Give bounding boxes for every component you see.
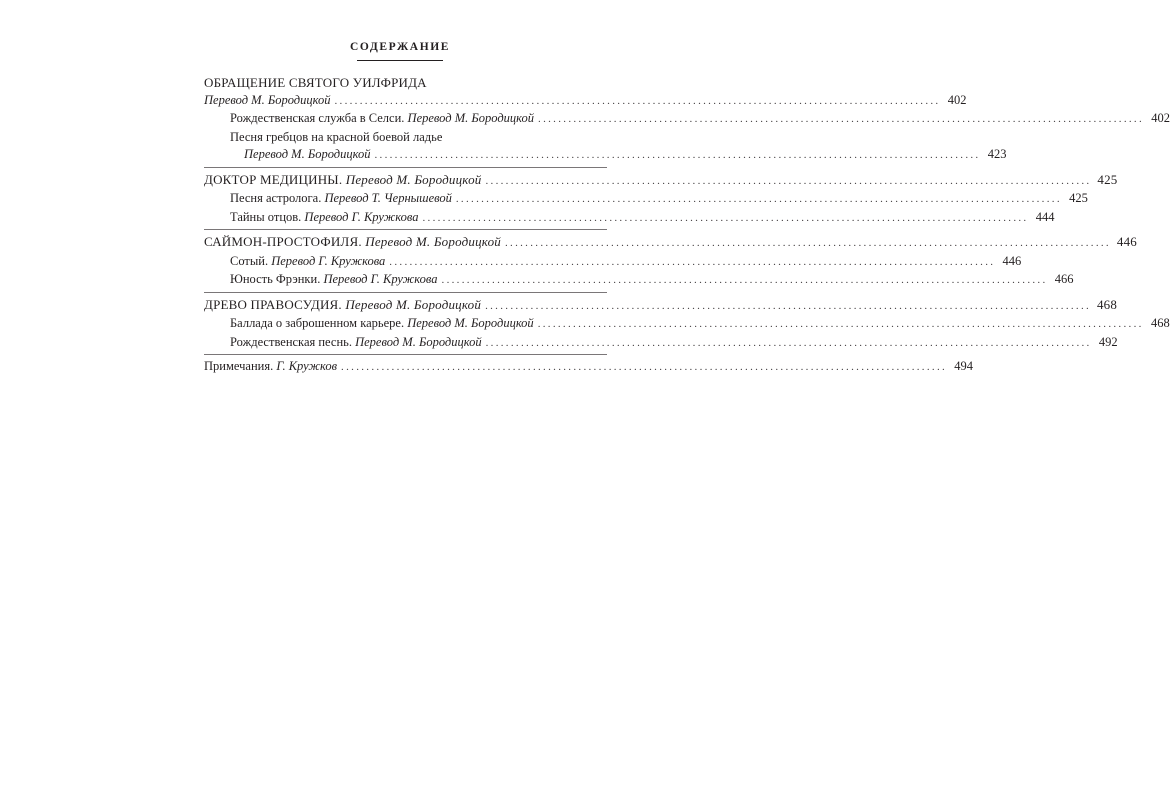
entry-title xyxy=(230,334,482,352)
entry-text: Баллада о заброшенном карьере. xyxy=(230,316,408,330)
toc-entry xyxy=(204,358,974,377)
toc-section xyxy=(204,296,1170,356)
dot-leader: ........................................................................................................................ xyxy=(538,113,1145,125)
page-number: 444 xyxy=(1035,209,1055,224)
page-number: 402 xyxy=(947,92,967,107)
toc-entry xyxy=(204,171,1118,191)
table-of-contents xyxy=(204,74,1170,382)
toc-section xyxy=(204,74,1170,168)
page-number: 423 xyxy=(987,147,1007,161)
dot-leader: ........................................................................................................................ xyxy=(537,318,1144,330)
entry-translator: Перевод М. Бородицкой xyxy=(345,171,482,187)
entry-title xyxy=(204,92,330,110)
entry-text: Примечания. xyxy=(204,359,277,373)
entry-text: САЙМОН-ПРОСТОФИЛЯ. xyxy=(204,234,366,249)
entry-translator: Перевод М. Бородицкой xyxy=(365,234,501,249)
entry-text: Рождественская служба в Селси. xyxy=(230,111,408,125)
dot-leader: ........................................................................................................................ xyxy=(485,174,1092,187)
entry-title xyxy=(204,171,481,189)
page-number: 402 xyxy=(1151,111,1170,125)
page-number: 425 xyxy=(1069,191,1088,205)
entry-translator: Г. Кружков xyxy=(276,359,338,373)
toc-entry xyxy=(204,110,1170,129)
entry-text: Песня гребцов на красной боевой ладье xyxy=(230,129,443,144)
entry-translator: Перевод Г. Кружкова xyxy=(304,209,419,224)
dot-leader: ........................................................................................................................ xyxy=(389,255,996,268)
dot-leader: ........................................................................................................................ xyxy=(504,237,1111,249)
entry-title xyxy=(230,315,534,333)
entry-text: ДРЕВО ПРАВОСУДИЯ. xyxy=(204,296,346,312)
toc-entry xyxy=(204,315,1170,334)
entry-title xyxy=(204,74,427,92)
entry-translator: Перевод М. Бородицкой xyxy=(407,111,535,125)
toc-entry xyxy=(204,253,1022,272)
toc-entry xyxy=(204,146,1007,165)
entry-title xyxy=(230,253,385,271)
entry-text: Рождественская песнь. xyxy=(230,334,356,349)
page-number: 425 xyxy=(1097,171,1118,187)
entry-text: Тайны отцов. xyxy=(230,209,305,224)
dot-leader: ........................................................................................................................ xyxy=(485,336,1092,349)
dot-leader: ........................................................................................................................ xyxy=(374,149,981,161)
toc-section xyxy=(204,233,1137,293)
dot-leader: ........................................................................................................................ xyxy=(455,193,1062,205)
entry-title xyxy=(204,358,337,376)
entry-text: ДОКТОР МЕДИЦИНЫ. xyxy=(204,171,346,187)
toc-entry xyxy=(204,92,967,111)
entry-title xyxy=(244,146,370,164)
page-number: 466 xyxy=(1054,272,1074,286)
entry-text: Юность Фрэнки. xyxy=(230,272,324,286)
toc-section xyxy=(204,171,1118,231)
dot-leader: ........................................................................................................................ xyxy=(334,94,941,107)
page-number: 492 xyxy=(1098,334,1118,349)
toc-entry xyxy=(204,129,607,147)
entry-translator: Перевод М. Бородицкой xyxy=(355,334,482,349)
entry-title xyxy=(230,190,452,208)
heading-rule xyxy=(357,60,443,61)
entry-title xyxy=(230,129,442,147)
toc-section xyxy=(204,358,974,379)
toc-entry xyxy=(204,296,1118,316)
entry-text: Песня астролога. xyxy=(230,191,325,205)
page-number: 468 xyxy=(1150,316,1170,330)
toc-entry xyxy=(204,190,1088,209)
page-number: 446 xyxy=(1116,234,1137,249)
entry-title xyxy=(204,296,481,314)
toc-entry xyxy=(204,271,1074,290)
toc-entry xyxy=(204,209,1055,228)
entry-translator: Перевод М. Бородицкой xyxy=(204,92,331,107)
entry-translator: Перевод Т. Чернышевой xyxy=(324,191,452,205)
entry-translator: Перевод М. Бородицкой xyxy=(244,147,371,161)
entry-text: ОБРАЩЕНИЕ СВЯТОГО УИЛФРИДА xyxy=(204,75,427,90)
entry-title xyxy=(204,233,501,251)
entry-translator: Перевод Г. Кружкова xyxy=(271,253,386,268)
entry-translator: Перевод М. Бородицкой xyxy=(345,296,482,312)
entry-translator: Перевод М. Бородицкой xyxy=(407,316,534,330)
dot-leader: ........................................................................................................................ xyxy=(341,361,948,373)
dot-leader: ........................................................................................................................ xyxy=(441,274,1048,286)
entry-title xyxy=(230,209,418,227)
page-number: 468 xyxy=(1096,296,1118,312)
contents-heading: СОДЕРЖАНИЕ xyxy=(349,41,451,53)
page-number: 494 xyxy=(954,359,974,373)
page-number: 446 xyxy=(1002,253,1022,268)
entry-text: Сотый. xyxy=(230,253,272,268)
toc-entry xyxy=(204,233,1137,253)
entry-title xyxy=(230,110,534,128)
entry-translator: Перевод Г. Кружкова xyxy=(323,272,438,286)
dot-leader: ........................................................................................................................ xyxy=(485,299,1092,312)
entry-title xyxy=(230,271,438,289)
toc-entry xyxy=(204,334,1118,353)
toc-entry xyxy=(204,74,607,92)
dot-leader: ........................................................................................................................ xyxy=(422,211,1029,224)
